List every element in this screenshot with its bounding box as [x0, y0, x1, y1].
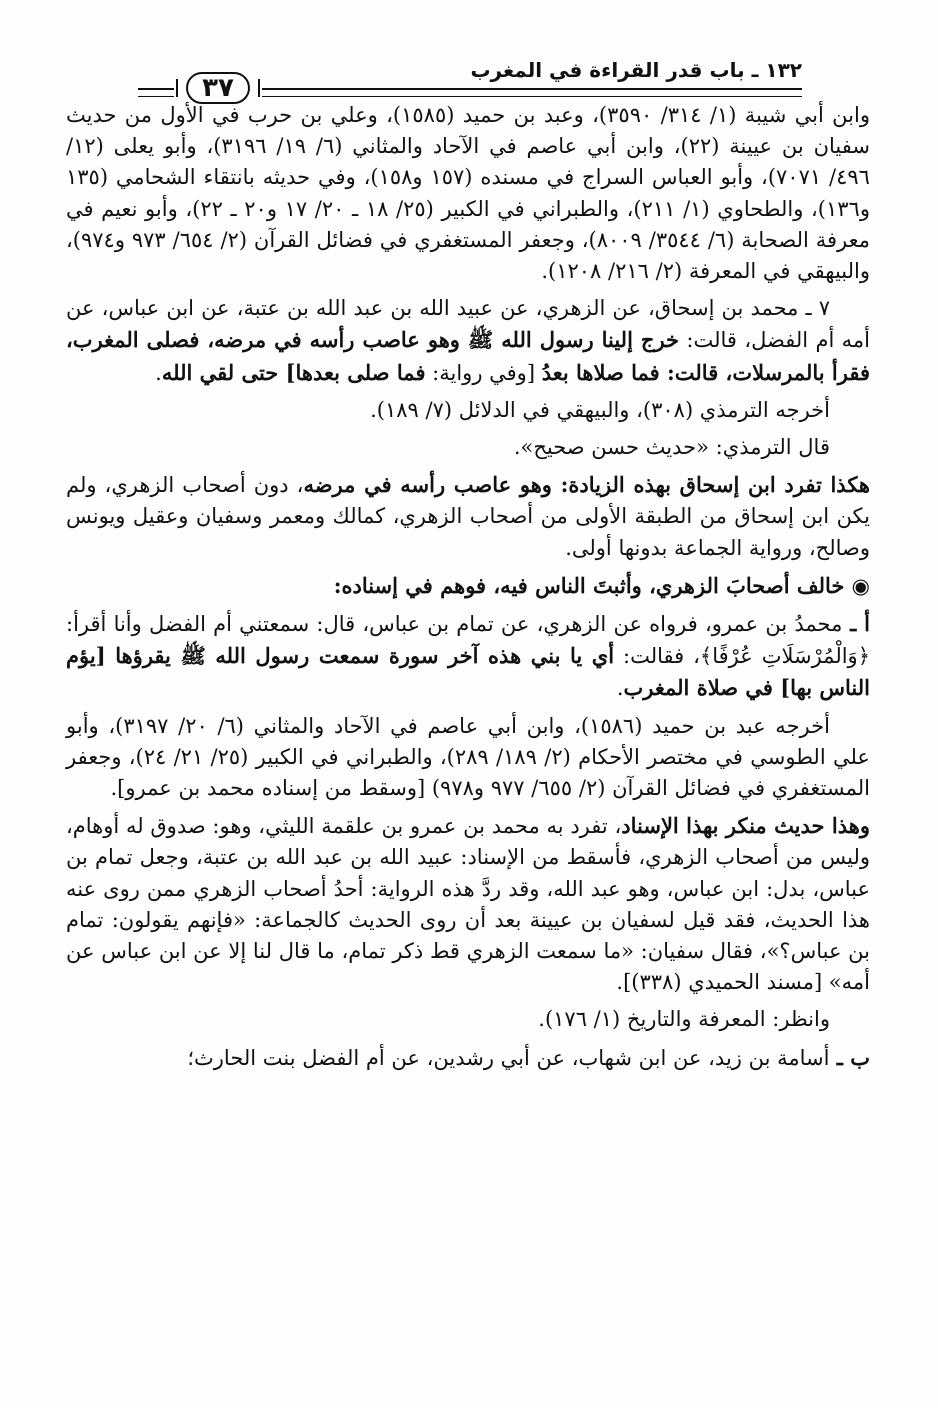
text-run: وابن أبي شيبة (١/ ٣١٤/ ٣٥٩٠)، وعبد بن حميد (١٥٨٥)، وعلي بن حرب في الأول من حديث سفيان بن عيينة (٢٢)، وابن أبي عاصم في الآحاد والمثاني (٦/ ١٩/ ٣١٩٦)، وأبو يعلى (١٢/ ٤٩٦/ ٧٠٧١)، وأبو العباس السراج في مسنده (١٥٧ و١٥٨)، وفي حديثه بانتقاء الشحامي (١٣٥ و١٣٦)، والطحاوي (١/ ٢١١)، والطبراني في الكبير (٢٥/ ١٨ ـ ٢٠/ ١٧ و٢٠ ـ ٢٢)، وأبو نعيم في معرفة الصحابة (٦/ ٣٥٤٤/ ٨٠٠٩)، وجعفر المستغفري في فضائل القرآن (٢/ ٦٥٤/ ٩٧٣ و٩٧٤)، والبيهقي في المعرفة (٢/ ٢١٦/ ١٢٠٨).	[66, 103, 870, 284]
text-run: أخرجه عبد بن حميد (١٥٨٦)، وابن أبي عاصم في الآحاد والمثاني (٦/ ٢٠/ ٣١٩٧)، وأبو علي الطوسي في مختصر الأحكام (٢/ ١٨٩/ ٢٨٩)، والطبراني في الكبير (٢٥/ ٢١/ ٢٤)، وجعفر المستغفري في فضائل القرآن (٢/ ٦٥٥/ ٩٧٧ و٩٧٨) [وسقط من إسناده محمد بن عمرو].	[66, 713, 870, 801]
paragraph-p2	[66, 293, 870, 389]
bold-text: ◉ خالف أصحابَ الزهري، وأثبتَ الناس فيه، فوهم في إسناده:	[333, 572, 870, 598]
paragraph-p3	[66, 395, 870, 426]
bold-text: هكذا تفرد ابن إسحاق بهذه الزيادة: وهو عاصب رأسه في مرضه	[303, 472, 870, 498]
text-run: .	[155, 360, 162, 385]
header-rule-left	[138, 88, 174, 97]
header-rule	[262, 88, 802, 97]
paragraph-p8	[66, 711, 870, 805]
bold-text: فما صلى بعدها] حتى لقي الله	[161, 359, 426, 385]
text-run: وانظر: المعرفة والتاريخ (١/ ١٧٦).	[538, 1007, 830, 1032]
text-run: [وفي رواية:	[425, 360, 542, 385]
page-number: ٣٧	[202, 73, 234, 103]
text-run: ، تفرد به محمد بن عمرو بن علقمة الليثي، وهو: صدوق له أوهام، وليس من أصحاب الزهري، فأسقط من الإسناد: عبيد الله بن عبد الله بن عتبة، وجعل تمام بن عباس، بدل: ابن عباس، وهو عبد الله، وقد ردَّ هذه الرواية: أحدُ أصحاب الزهري ممن روى عنه هذا الحديث، فقد قيل لسفيان بن عيينة بعد أن روى الحديث كالجماعة: «فإنهم يقولون: تمام بن عباس؟»، فقال سفيان: «ما سمعت الزهري قط ذكر تمام، ما قال لنا إلا عن ابن عباس عن أمه» [مسند الحميدي (٣٣٨)].	[66, 814, 870, 995]
paragraph-p5	[66, 469, 870, 564]
page-header	[66, 0, 870, 103]
bold-text: ب ـ	[829, 1044, 870, 1070]
bold-text: وهذا حديث منكر بهذا الإسناد	[621, 813, 870, 839]
paragraph-p7	[66, 608, 870, 705]
paragraph-p6	[66, 570, 870, 602]
running-title: ١٣٢ ـ باب قدر القراءة في المغرب	[470, 58, 802, 82]
paragraph-p10	[66, 1004, 870, 1035]
paragraph-p11	[66, 1042, 870, 1074]
text-run: أسامة بن زيد، عن ابن شهاب، عن أبي رشدين، عن أم الفضل بنت الحارث؛	[187, 1045, 830, 1070]
paragraph-p4	[66, 432, 870, 463]
page-body	[66, 100, 870, 1074]
paragraph-p9	[66, 810, 870, 998]
text-run: أخرجه الترمذي (٣٠٨)، والبيهقي في الدلائل (٧/ ١٨٩).	[370, 397, 830, 422]
text-run: .	[616, 676, 624, 701]
bold-text: خرج إلينا رسول الله ﷺ وهو عاصب رأسه في مرضه، فصلى المغرب، فقرأ بالمرسلات، قالت: فما صلاها بعدُ	[66, 327, 870, 385]
text-run: ، دون أصحاب الزهري، ولم يكن ابن إسحاق من الطبقة الأولى من أصحاب الزهري، كمالك ومعمر وسفيان وعقيل ويونس وصالح، ورواية الجماعة بدونها أولى.	[66, 473, 870, 560]
text-run: ٧ ـ محمد بن إسحاق، عن الزهري، عن عبيد الله بن عبد الله بن عتبة، عن ابن عباس، عن أمه أم الفضل، قالت:	[66, 296, 870, 353]
text-run: قال الترمذي: «حديث حسن صحيح».	[513, 435, 830, 460]
page-number-ornament	[174, 68, 262, 108]
bold-text: أ ـ	[842, 611, 870, 637]
paragraph-p1	[66, 100, 870, 287]
bold-text: أي يا بني هذه آخر سورة سمعت رسول الله ﷺ يقرؤها [يؤم الناس بها] في صلاة المغرب	[66, 643, 870, 701]
text-run: محمدُ بن عمرو، فرواه عن الزهري، عن تمام بن عباس، قال: سمعتني أم الفضل وأنا أقرأ: ﴿وَالْمُرْسَلَاتِ عُرْفًا﴾، فقالت:	[66, 612, 870, 669]
